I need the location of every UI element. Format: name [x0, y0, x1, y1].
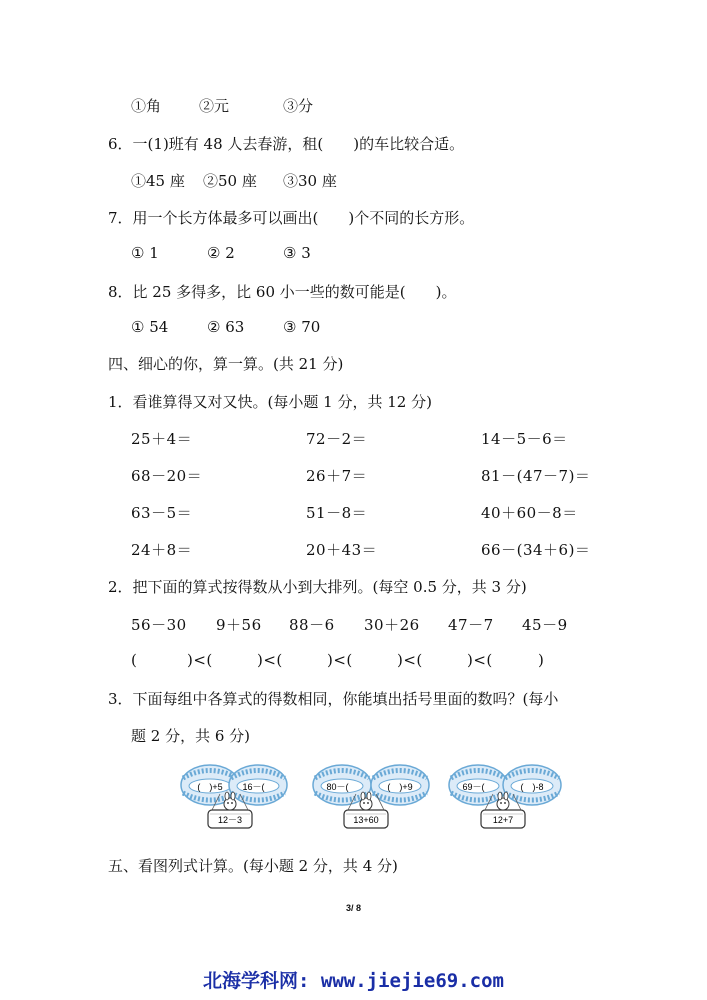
q7-stem: 7．用一个长方体最多可以画出( )个不同的长方形。 [108, 209, 475, 227]
q7-option-1: ① 1 [131, 244, 159, 262]
page-number: 3/ 8 [345, 903, 361, 913]
q7-option-3: ③ 3 [283, 244, 311, 262]
q8-option-3: ③ 70 [283, 318, 321, 336]
section4-title: 四、细心的你，算一算。(共 21 分) [108, 355, 344, 373]
calc-item: 25＋4＝ [131, 430, 193, 448]
balloon-group-2 [313, 765, 429, 828]
calc-item: 66－(34＋6)＝ [481, 541, 591, 559]
calc-item: 51－8＝ [306, 504, 368, 522]
expression-item: 9＋56 [216, 616, 262, 634]
group1-right-expression: 16－( [242, 782, 274, 792]
answer-blank-bracket: ( [131, 651, 138, 669]
calc-item: 72－2＝ [306, 430, 368, 448]
expression-item: 56－30 [131, 616, 187, 634]
section5-title: 五、看图列式计算。(每小题 2 分，共 4 分) [108, 857, 398, 875]
footer-watermark: 北海学科网: www.jiejie69.com [203, 970, 504, 992]
answer-blank-bracket: )<( [397, 651, 423, 669]
section4-q2-stem: 2．把下面的算式按得数从小到大排列。(每空 0.5 分，共 3 分) [108, 578, 527, 596]
group3-right-expression: ( )-8 [520, 782, 544, 792]
q8-stem: 8．比 25 多得多，比 60 小一些的数可能是( )。 [108, 283, 457, 301]
q6-option-3: ③30 座 [283, 172, 337, 190]
group1-base-expression: 12－3 [217, 815, 243, 825]
expression-item: 45－9 [522, 616, 568, 634]
q8-option-2: ② 63 [207, 318, 245, 336]
group2-base-expression: 13+60 [353, 815, 379, 825]
q7-option-2: ② 2 [207, 244, 235, 262]
calc-item: 40＋60－8＝ [481, 504, 578, 522]
answer-blank-bracket: )<( [187, 651, 213, 669]
q6-stem: 6．一(1)班有 48 人去春游，租( )的车比较合适。 [108, 135, 465, 153]
calc-item: 81－(47－7)＝ [481, 467, 591, 485]
calc-item: 20＋43＝ [306, 541, 378, 559]
answer-blank-bracket: )<( [467, 651, 493, 669]
balloon-group-3 [449, 765, 561, 828]
balloon-groups-illustration [170, 762, 570, 838]
answer-blank-bracket: )<( [327, 651, 353, 669]
section4-q1-stem: 1．看谁算得又对又快。(每小题 1 分，共 12 分) [108, 393, 432, 411]
group3-left-expression: 69－( [462, 782, 494, 792]
group1-left-expression: ( )+5 [197, 782, 223, 792]
q5-option-2: ②元 [199, 97, 230, 115]
answer-blank-bracket: )<( [257, 651, 283, 669]
section4-q3-stem-line2: 题 2 分，共 6 分) [131, 727, 251, 745]
group2-right-expression: ( )+9 [387, 782, 413, 792]
group2-left-expression: 80－( [326, 782, 358, 792]
calc-item: 14－5－6＝ [481, 430, 568, 448]
calc-item: 63－5＝ [131, 504, 193, 522]
expression-item: 30＋26 [364, 616, 420, 634]
answer-blank-bracket: ) [538, 651, 545, 669]
calc-item: 24＋8＝ [131, 541, 193, 559]
q5-option-3: ③分 [283, 97, 314, 115]
section4-q3-stem-line1: 3．下面每组中各算式的得数相同，你能填出括号里面的数吗？(每小 [108, 690, 559, 708]
calc-item: 26＋7＝ [306, 467, 368, 485]
expression-item: 88－6 [289, 616, 335, 634]
group3-base-expression: 12+7 [492, 815, 514, 825]
calc-item: 68－20＝ [131, 467, 203, 485]
expression-item: 47－7 [448, 616, 494, 634]
balloon-group-1 [181, 765, 287, 828]
q8-option-1: ① 54 [131, 318, 169, 336]
q6-option-1: ①45 座 [131, 172, 185, 190]
q5-option-1: ①角 [131, 97, 162, 115]
q6-option-2: ②50 座 [203, 172, 257, 190]
